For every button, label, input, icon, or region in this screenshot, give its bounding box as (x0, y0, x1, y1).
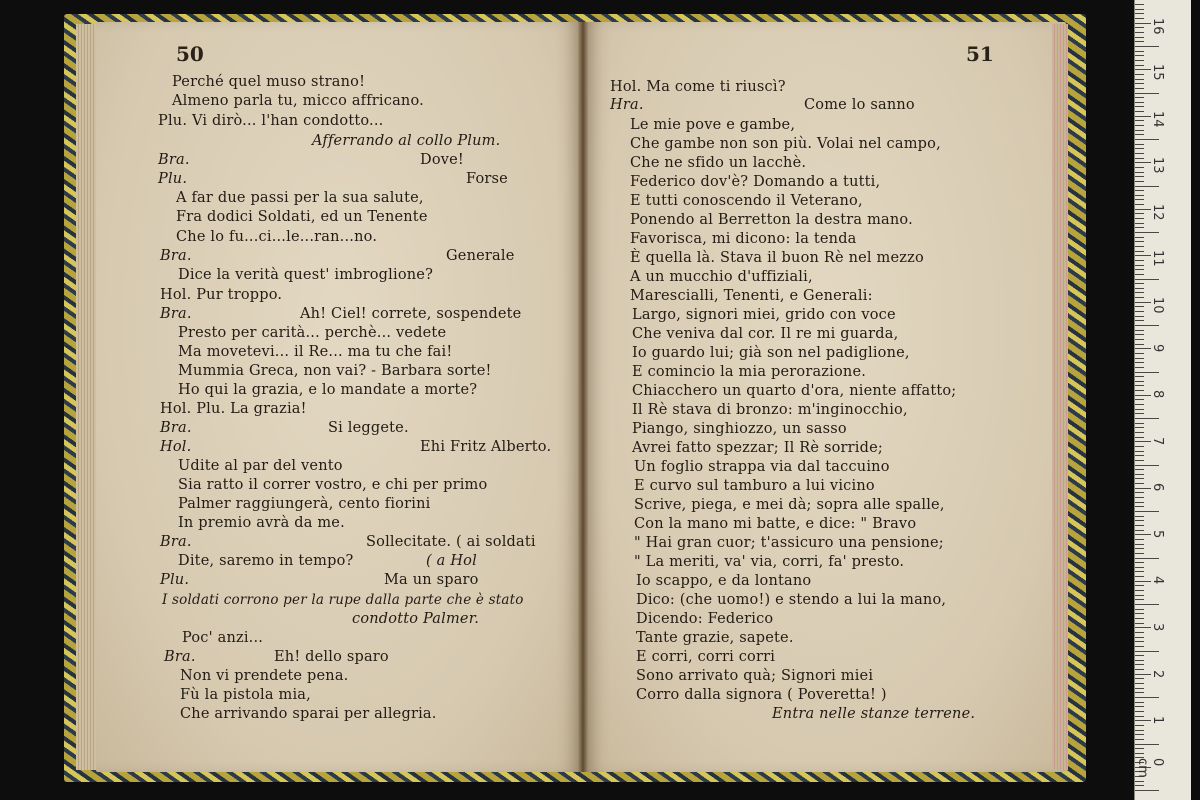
ruler-tick (1135, 227, 1144, 228)
text-line: Plu. Vi dirò... l'han condotto... (158, 113, 384, 129)
text-line: Io scappo, e da lontano (636, 573, 812, 589)
ruler-tick (1135, 265, 1144, 266)
text-line: E curvo sul tamburo a lui vicino (634, 478, 875, 494)
ruler-tick (1135, 190, 1144, 191)
text-line: Come lo sanno (804, 97, 915, 113)
ruler-tick (1135, 55, 1144, 56)
text-line: Ho qui la grazia, e lo mandate a morte? (178, 382, 478, 398)
ruler-number: 12 (1150, 204, 1165, 221)
ruler-tick (1135, 93, 1159, 94)
ruler-number: 3 (1150, 623, 1165, 632)
text-line: Dico: (che uomo!) e stendo a lui la mano, (636, 592, 947, 608)
text-line: A far due passi per la sua salute, (176, 190, 424, 206)
ruler-tick (1135, 664, 1144, 665)
text-line: Che arrivando sparai per allegria. (180, 706, 437, 722)
ruler-tick (1135, 106, 1144, 107)
ruler-tick (1135, 460, 1144, 461)
ruler-tick (1135, 530, 1144, 531)
text-line: Marescialli, Tenenti, e Generali: (630, 288, 873, 304)
speaker: Plu. (160, 572, 190, 588)
ruler-tick (1135, 399, 1144, 400)
ruler-tick (1135, 283, 1144, 284)
ruler-tick (1135, 432, 1144, 433)
ruler-tick (1135, 358, 1144, 359)
ruler-tick (1135, 595, 1144, 596)
text-line: Ma un sparo (384, 572, 479, 588)
ruler-tick (1135, 423, 1144, 424)
ruler-tick (1135, 492, 1144, 493)
left-page-number: 50 (176, 42, 204, 66)
ruler-tick (1135, 720, 1151, 721)
ruler-tick (1135, 558, 1159, 559)
ruler-tick (1135, 674, 1151, 675)
ruler-tick (1135, 134, 1144, 135)
ruler-tick (1135, 716, 1144, 717)
ruler-tick (1135, 88, 1144, 89)
stage-direction: ( a Hol (426, 553, 477, 569)
ruler-tick (1135, 344, 1144, 345)
text-line: Ma movetevi... il Re... ma tu che fai! (178, 344, 453, 360)
ruler-tick (1135, 506, 1144, 507)
ruler-tick (1135, 418, 1159, 419)
text-line: Tante grazie, sapete. (636, 630, 794, 646)
ruler-tick (1135, 730, 1144, 731)
ruler-tick (1135, 497, 1144, 498)
text-line: È quella là. Stava il buon Rè nel mezzo (630, 250, 924, 266)
text-line: Mummia Greca, non vai? - Barbara sorte! (178, 363, 492, 379)
text-line: Poc' anzi... (182, 630, 264, 646)
text-line: Almeno parla tu, micco affricano. (172, 93, 424, 109)
text-line: Perché quel muso strano! (172, 74, 366, 90)
ruler-tick (1135, 139, 1159, 140)
ruler-tick (1135, 525, 1144, 526)
stage-direction: I soldati corrono per la rupe dalla parte che è stato (162, 592, 524, 608)
text-line: " La meriti, va' via, corri, fa' presto. (634, 554, 905, 570)
text-line: Che lo fu...ci...le...ran...no. (176, 229, 378, 245)
ruler-tick (1135, 232, 1159, 233)
ruler-tick (1135, 618, 1144, 619)
text-line: Dicendo: Federico (636, 611, 774, 627)
ruler-tick (1135, 130, 1144, 131)
text-line: Dice la verità quest' imbroglione? (178, 267, 434, 283)
ruler-number: 0 cm (1135, 758, 1165, 778)
ruler-tick (1135, 567, 1144, 568)
text-line: Si leggete. (328, 420, 409, 436)
text-line: Sollecitate. ( ai soldati (366, 534, 536, 550)
text-line: Che gambe non son più. Volai nel campo, (630, 136, 941, 152)
ruler-tick (1135, 427, 1144, 428)
text-line: Palmer raggiungerà, cento fiorini (178, 496, 431, 512)
ruler-tick (1135, 744, 1159, 745)
ruler-tick (1135, 60, 1144, 61)
ruler-tick (1135, 502, 1144, 503)
ruler-tick (1135, 413, 1144, 414)
text-line: A un mucchio d'uffiziali, (630, 269, 813, 285)
ruler-tick (1135, 623, 1144, 624)
ruler-tick (1135, 27, 1144, 28)
ruler-tick (1135, 41, 1144, 42)
ruler-tick (1135, 395, 1151, 396)
text-line: E tutti conoscendo il Veterano, (630, 193, 863, 209)
ruler-tick (1135, 581, 1151, 582)
speaker: Bra. (160, 534, 192, 550)
ruler-tick (1135, 348, 1151, 349)
ruler-tick (1135, 465, 1159, 466)
ruler-number: 8 (1150, 390, 1165, 399)
ruler-tick (1135, 678, 1144, 679)
ruler-tick (1135, 186, 1159, 187)
ruler-tick (1135, 274, 1144, 275)
text-line: Fra dodici Soldati, ed un Tenente (176, 209, 428, 225)
ruler-tick (1135, 734, 1144, 735)
ruler-tick (1135, 409, 1144, 410)
text-line: " Hai gran cuor; t'assicuro una pensione; (634, 535, 944, 551)
ruler-tick (1135, 534, 1151, 535)
ruler-tick (1135, 223, 1144, 224)
text-line: Fù la pistola mia, (180, 687, 311, 703)
right-page-number: 51 (966, 42, 994, 66)
ruler-tick (1135, 553, 1144, 554)
text-line: Ah! Ciel! correte, sospendete (300, 306, 522, 322)
ruler-number: 15 (1150, 64, 1165, 81)
ruler-tick (1135, 599, 1144, 600)
ruler-tick (1135, 613, 1144, 614)
ruler-tick (1135, 172, 1144, 173)
ruler-tick (1135, 706, 1144, 707)
ruler-tick (1135, 246, 1144, 247)
text-line: Corro dalla signora ( Poveretta! ) (636, 687, 887, 703)
ruler-tick (1135, 548, 1144, 549)
text-line: Sia ratto il correr vostro, e chi per primo (178, 477, 488, 493)
ruler-tick (1135, 632, 1144, 633)
ruler-tick (1135, 646, 1144, 647)
ruler-tick (1135, 697, 1159, 698)
ruler-tick (1135, 74, 1144, 75)
ruler-tick (1135, 520, 1144, 521)
speaker: Hra. (610, 97, 644, 113)
ruler-tick (1135, 353, 1144, 354)
text-line: Scrive, piega, e mei dà; sopra alle spalle, (634, 497, 945, 513)
ruler-tick (1135, 367, 1144, 368)
ruler-tick (1135, 306, 1144, 307)
stage-direction: Entra nelle stanze terrene. (772, 706, 976, 722)
ruler-tick (1135, 311, 1144, 312)
ruler-tick (1135, 585, 1144, 586)
stage-direction: condotto Palmer. (352, 611, 480, 627)
text-line: E corri, corri corri (636, 649, 776, 665)
ruler-tick (1135, 404, 1144, 405)
ruler-tick (1135, 195, 1144, 196)
ruler-tick (1135, 167, 1144, 168)
text-line: Largo, signori miei, grido con voce (632, 307, 896, 323)
ruler-number: 4 (1150, 576, 1165, 585)
ruler-tick (1135, 116, 1151, 117)
ruler-tick (1135, 488, 1151, 489)
ruler-tick (1135, 641, 1144, 642)
speaker: Hol. (160, 439, 192, 455)
ruler-number: 14 (1150, 111, 1165, 128)
ruler-tick (1135, 69, 1151, 70)
text-line: Eh! dello sparo (274, 649, 389, 665)
ruler-tick (1135, 148, 1144, 149)
text-line: Dove! (420, 152, 464, 168)
text-line: Sono arrivato quà; Signori miei (636, 668, 874, 684)
ruler-tick (1135, 279, 1159, 280)
ruler-tick (1135, 213, 1144, 214)
page-edges-right (1052, 24, 1068, 770)
ruler-tick (1135, 702, 1144, 703)
text-line: Ponendo al Berretton la destra mano. (630, 212, 913, 228)
ruler-tick (1135, 330, 1144, 331)
ruler-tick (1135, 46, 1159, 47)
ruler-tick (1135, 651, 1159, 652)
ruler-tick (1135, 288, 1144, 289)
ruler-number: 6 (1150, 483, 1165, 492)
ruler-tick (1135, 748, 1144, 749)
ruler-number: 5 (1150, 530, 1165, 539)
ruler-tick (1135, 474, 1144, 475)
ruler-tick (1135, 120, 1144, 121)
speaker: Plu. (158, 171, 188, 187)
text-line: Che veniva dal cor. Il re mi guarda, (632, 326, 899, 342)
ruler-tick (1135, 111, 1144, 112)
text-line: Un foglio strappa via dal taccuino (634, 459, 890, 475)
ruler-tick (1135, 4, 1144, 5)
ruler-tick (1135, 739, 1144, 740)
ruler-tick (1135, 209, 1151, 210)
ruler-tick (1135, 260, 1144, 261)
ruler-tick (1135, 102, 1144, 103)
ruler-tick (1135, 32, 1144, 33)
ruler-tick (1135, 97, 1144, 98)
ruler-tick (1135, 590, 1144, 591)
text-line: Hol. Ma come ti riuscì? (610, 79, 786, 95)
ruler-tick (1135, 753, 1144, 754)
ruler-tick (1135, 655, 1144, 656)
ruler-tick (1135, 237, 1144, 238)
ruler-tick (1135, 292, 1144, 293)
text-line: Udite al par del vento (178, 458, 343, 474)
ruler-tick (1135, 181, 1144, 182)
ruler-tick (1135, 302, 1151, 303)
speaker: Bra. (160, 420, 192, 436)
ruler-tick (1135, 785, 1144, 786)
ruler-tick (1135, 23, 1151, 24)
speaker: Bra. (160, 248, 192, 264)
ruler-tick (1135, 204, 1144, 205)
text-line: Federico dov'è? Domando a tutti, (630, 174, 881, 190)
ruler-tick (1135, 627, 1151, 628)
page-edges-left (76, 24, 98, 770)
ruler-number: 1 (1150, 716, 1165, 725)
ruler-tick (1135, 441, 1151, 442)
ruler-tick (1135, 478, 1144, 479)
ruler-number: 9 (1150, 344, 1165, 353)
ruler-number: 10 (1150, 297, 1165, 314)
ruler-tick (1135, 65, 1144, 66)
ruler-tick (1135, 469, 1144, 470)
text-line: Presto per carità... perchè... vedete (178, 325, 447, 341)
ruler-number: 13 (1150, 157, 1165, 174)
ruler-tick (1135, 153, 1144, 154)
ruler-tick (1135, 539, 1144, 540)
ruler-tick (1135, 162, 1151, 163)
ruler-tick (1135, 385, 1144, 386)
ruler-tick (1135, 255, 1151, 256)
text-line: Con la mano mi batte, e dice: " Bravo (634, 516, 917, 532)
speaker: Bra. (164, 649, 196, 665)
ruler-tick (1135, 51, 1144, 52)
ruler-tick (1135, 455, 1144, 456)
ruler-tick (1135, 269, 1144, 270)
ruler-tick (1135, 725, 1144, 726)
ruler-tick (1135, 325, 1159, 326)
ruler-tick (1135, 571, 1144, 572)
text-line: Dite, saremo in tempo? (178, 553, 354, 569)
ruler-tick (1135, 18, 1144, 19)
book-gutter (578, 22, 588, 772)
speaker: Bra. (158, 152, 190, 168)
ruler-tick (1135, 446, 1144, 447)
ruler-tick (1135, 576, 1144, 577)
ruler-tick (1135, 339, 1144, 340)
ruler-tick (1135, 176, 1144, 177)
ruler-tick (1135, 660, 1144, 661)
ruler-tick (1135, 381, 1144, 382)
ruler-number: 11 (1150, 250, 1165, 267)
text-line: Forse (466, 171, 508, 187)
ruler-tick (1135, 604, 1159, 605)
ruler-tick (1135, 37, 1144, 38)
ruler-tick (1135, 297, 1144, 298)
ruler-tick (1135, 144, 1144, 145)
ruler-tick (1135, 158, 1144, 159)
ruler-tick (1135, 609, 1144, 610)
text-line: Il Rè stava di bronzo: m'inginocchio, (632, 402, 908, 418)
text-line: Le mie pove e gambe, (630, 117, 796, 133)
ruler-tick (1135, 683, 1144, 684)
text-line: Io guardo lui; già son nel padiglione, (632, 345, 910, 361)
ruler-number: 16 (1150, 18, 1165, 35)
ruler-tick (1135, 637, 1144, 638)
ruler-tick (1135, 83, 1144, 84)
ruler-tick (1135, 320, 1144, 321)
text-line: Hol. Plu. La grazia! (160, 401, 307, 417)
text-line: Chiacchero un quarto d'ora, niente affatto; (632, 383, 957, 399)
text-line: Ehi Fritz Alberto. (420, 439, 552, 455)
measurement-ruler (1134, 0, 1191, 800)
ruler-tick (1135, 218, 1144, 219)
ruler-tick (1135, 241, 1144, 242)
ruler-tick (1135, 390, 1144, 391)
text-line: Piango, singhiozzo, un sasso (632, 421, 847, 437)
ruler-tick (1135, 516, 1144, 517)
ruler-tick (1135, 372, 1159, 373)
text-line: Favorisca, mi dicono: la tenda (630, 231, 857, 247)
stage-direction: Afferrando al collo Plum. (312, 133, 501, 149)
ruler-number: 7 (1150, 437, 1165, 446)
ruler-tick (1135, 199, 1144, 200)
ruler-tick (1135, 483, 1144, 484)
ruler-tick (1135, 511, 1159, 512)
ruler-tick (1135, 437, 1144, 438)
text-line: Avrei fatto spezzar; Il Rè sorride; (632, 440, 883, 456)
ruler-tick (1135, 688, 1144, 689)
ruler-tick (1135, 451, 1144, 452)
ruler-tick (1135, 316, 1144, 317)
text-line: Che ne sfido un lacchè. (630, 155, 807, 171)
speaker: Bra. (160, 306, 192, 322)
ruler-tick (1135, 251, 1144, 252)
ruler-tick (1135, 9, 1144, 10)
text-line: Generale (446, 248, 515, 264)
text-line: In premio avrà da me. (178, 515, 345, 531)
ruler-number: 2 (1150, 670, 1165, 679)
ruler-tick (1135, 334, 1144, 335)
text-line: E comincio la mia perorazione. (632, 364, 867, 380)
text-line: Hol. Pur troppo. (160, 287, 283, 303)
ruler-tick (1135, 669, 1144, 670)
ruler-tick (1135, 692, 1144, 693)
ruler-tick (1135, 362, 1144, 363)
text-line: Non vi prendete pena. (180, 668, 349, 684)
ruler-tick (1135, 376, 1144, 377)
ruler-tick (1135, 790, 1159, 791)
ruler-tick (1135, 125, 1144, 126)
ruler-tick (1135, 562, 1144, 563)
ruler-tick (1135, 711, 1144, 712)
ruler-tick (1135, 13, 1144, 14)
ruler-tick (1135, 544, 1144, 545)
ruler-tick (1135, 79, 1144, 80)
